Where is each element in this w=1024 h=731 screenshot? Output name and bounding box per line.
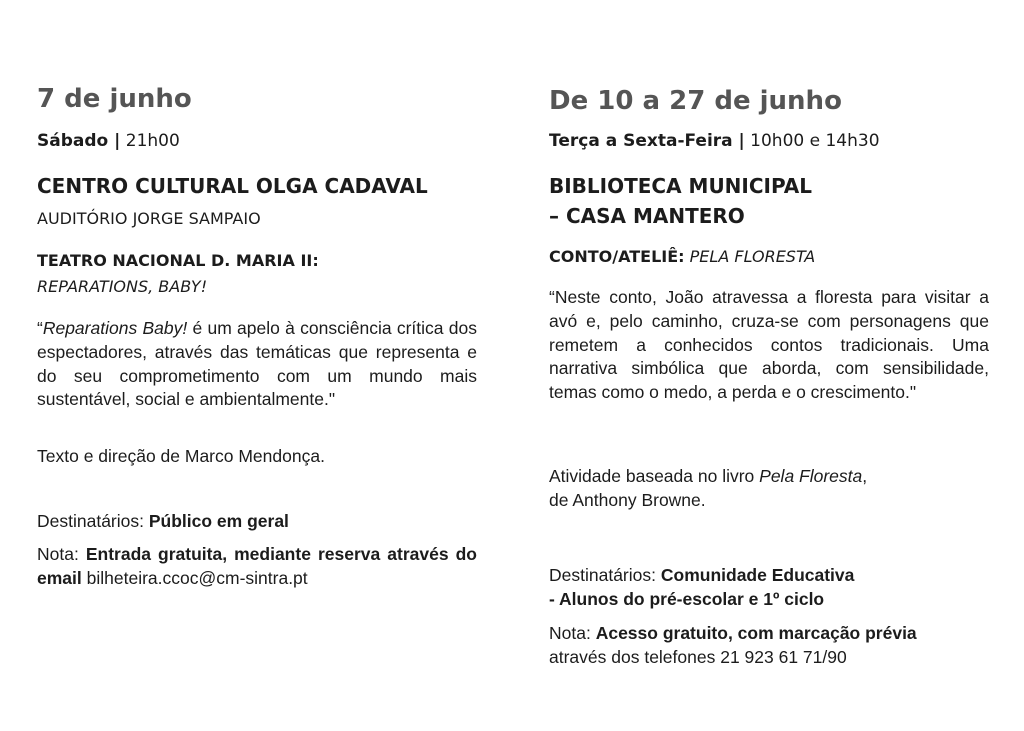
event-label: TEATRO NACIONAL D. MARIA II: bbox=[37, 251, 319, 270]
description-title: Reparations Baby! bbox=[42, 318, 188, 338]
note-phone: através dos telefones 21 923 61 71/90 bbox=[549, 647, 847, 667]
note-block bbox=[37, 543, 477, 591]
audience-value: Público em geral bbox=[148, 511, 289, 531]
book-reference bbox=[549, 464, 867, 512]
note-block bbox=[549, 621, 917, 669]
event-description: “Neste conto, João atravessa a floresta para visitar a avó e, pelo caminho, cruza-se com personagens que remetem a conhecidos contos tradicionais. Uma narrativa simbólica que aborda, com sensibilidade, temas como o medo, a perda e o crescimento." bbox=[549, 287, 989, 403]
book-title: Pela Floresta bbox=[759, 466, 863, 486]
event-title bbox=[549, 244, 815, 270]
description-open-quote: “ bbox=[37, 318, 43, 338]
venue-line-2: – CASA MANTERO bbox=[549, 204, 745, 228]
audience-line bbox=[37, 509, 289, 533]
note-label: Nota: bbox=[37, 544, 79, 564]
event-schedule bbox=[549, 131, 880, 151]
venue-name bbox=[549, 171, 812, 231]
audience-label: Destinatários: bbox=[549, 565, 656, 585]
note-text: Acesso gratuito, com marcação prévia bbox=[595, 623, 917, 643]
note-text: Entrada gratuita, mediante reserva através do email bbox=[37, 544, 477, 588]
venue-line-1: BIBLIOTECA MUNICIPAL bbox=[549, 174, 813, 198]
event-credits: Texto e direção de Marco Mendonça. bbox=[37, 446, 325, 466]
event-title bbox=[37, 248, 319, 300]
venue-room: AUDITÓRIO JORGE SAMPAIO bbox=[37, 209, 261, 228]
schedule-day: Sábado | bbox=[37, 131, 121, 151]
note-label: Nota: bbox=[549, 623, 591, 643]
event-date-heading: 7 de junho bbox=[37, 84, 192, 114]
event-description bbox=[37, 317, 477, 412]
book-author: de Anthony Browne. bbox=[549, 490, 706, 510]
audience-value-1: Comunidade Educativa bbox=[660, 565, 855, 585]
schedule-time: 10h00 e 14h30 bbox=[750, 131, 880, 151]
event-name: PELA FLORESTA bbox=[689, 247, 816, 266]
audience-block bbox=[549, 563, 854, 611]
book-prefix: Atividade baseada no livro bbox=[549, 466, 755, 486]
event-name: REPARATIONS, BABY! bbox=[37, 277, 208, 296]
audience-label: Destinatários: bbox=[37, 511, 144, 531]
venue-name: CENTRO CULTURAL OLGA CADAVAL bbox=[37, 174, 428, 198]
event-label: CONTO/ATELIÊ: bbox=[549, 247, 685, 266]
schedule-day: Terça a Sexta-Feira | bbox=[549, 131, 745, 151]
schedule-time: 21h00 bbox=[125, 131, 180, 151]
audience-value-2: - Alunos do pré-escolar e 1º ciclo bbox=[549, 589, 825, 609]
note-email: bilheteira.ccoc@cm-sintra.pt bbox=[86, 567, 308, 588]
description-text: é um apelo à consciência crítica dos espectadores, através das temáticas que representa e do seu comprometimento com um mundo mais sustentável, social e ambientalmente." bbox=[37, 318, 477, 410]
book-suffix: , bbox=[862, 466, 868, 486]
event-schedule bbox=[37, 131, 180, 151]
event-date-heading: De 10 a 27 de junho bbox=[549, 86, 842, 116]
